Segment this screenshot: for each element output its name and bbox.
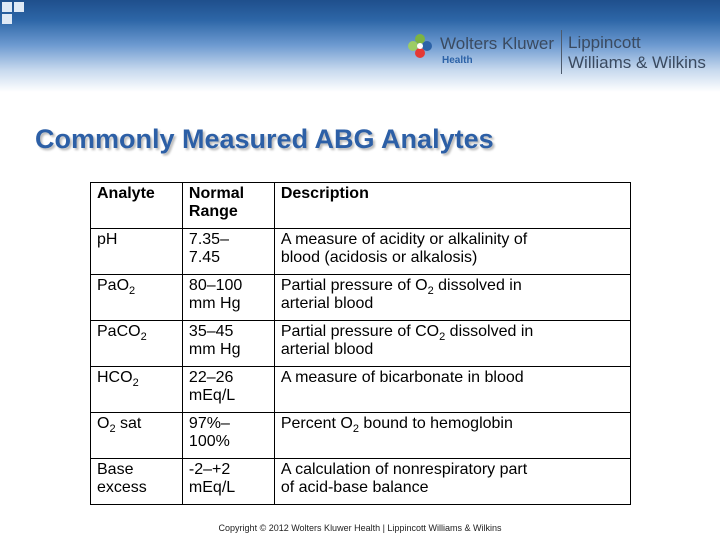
header-normal-range: Normal Range bbox=[182, 183, 274, 229]
analyte-cell: pH bbox=[91, 229, 183, 275]
copyright-footer: Copyright © 2012 Wolters Kluwer Health | Lippincott Williams & Wilkins bbox=[218, 523, 502, 533]
range-cell: 35–45 mm Hg bbox=[182, 321, 274, 367]
description-cell: Partial pressure of $O_2$ dissolved in arterial blood bbox=[274, 275, 630, 321]
analyte-cell: PaCO$_2$ bbox=[91, 321, 183, 367]
range-cell: -2–+2 mEq/L bbox=[182, 459, 274, 505]
table-row bbox=[91, 459, 631, 505]
range-cell: 80–100 mm Hg bbox=[182, 275, 274, 321]
header-band bbox=[0, 0, 720, 92]
slide-title: Commonly Measured ABG Analytes bbox=[35, 124, 494, 154]
range-cell: 22–26 mEq/L bbox=[182, 367, 274, 413]
corner-decoration bbox=[0, 0, 40, 24]
description-cell: Partial pressure of $CO_2$ dissolved in arterial blood bbox=[274, 321, 630, 367]
analyte-cell: $HCO_2$ bbox=[91, 367, 183, 413]
table-row bbox=[91, 321, 631, 367]
logo-divider bbox=[561, 30, 562, 74]
abg-table bbox=[90, 182, 631, 505]
header-analyte: Analyte bbox=[91, 183, 183, 229]
description-cell: A calculation of nonrespiratory part of acid-base balance bbox=[274, 459, 630, 505]
range-cell: 97%– 100% bbox=[182, 413, 274, 459]
header-description: Description bbox=[274, 183, 630, 229]
table-row bbox=[91, 275, 631, 321]
description-cell: A measure of acidity or alkalinity of blood (acidosis or alkalosis) bbox=[274, 229, 630, 275]
logo-right-line2: Williams & Wilkins bbox=[568, 53, 706, 72]
wolters-kluwer-logo-icon bbox=[406, 32, 434, 60]
table-header-row bbox=[91, 183, 631, 229]
range-cell: 7.35– 7.45 bbox=[182, 229, 274, 275]
table-row bbox=[91, 229, 631, 275]
publisher-logo bbox=[404, 30, 716, 78]
analyte-cell: PaO$_2$ bbox=[91, 275, 183, 321]
logo-left-name: Wolters Kluwer bbox=[440, 34, 554, 53]
analyte-cell: $O_2$ sat bbox=[91, 413, 183, 459]
logo-left-sub: Health bbox=[442, 55, 473, 66]
logo-right-line1: Lippincott bbox=[568, 33, 641, 52]
table-row bbox=[91, 367, 631, 413]
table-row bbox=[91, 413, 631, 459]
analyte-cell: Base excess bbox=[91, 459, 183, 505]
description-cell: Percent $O_2$ bound to hemoglobin bbox=[274, 413, 630, 459]
description-cell: A measure of bicarbonate in blood bbox=[274, 367, 630, 413]
